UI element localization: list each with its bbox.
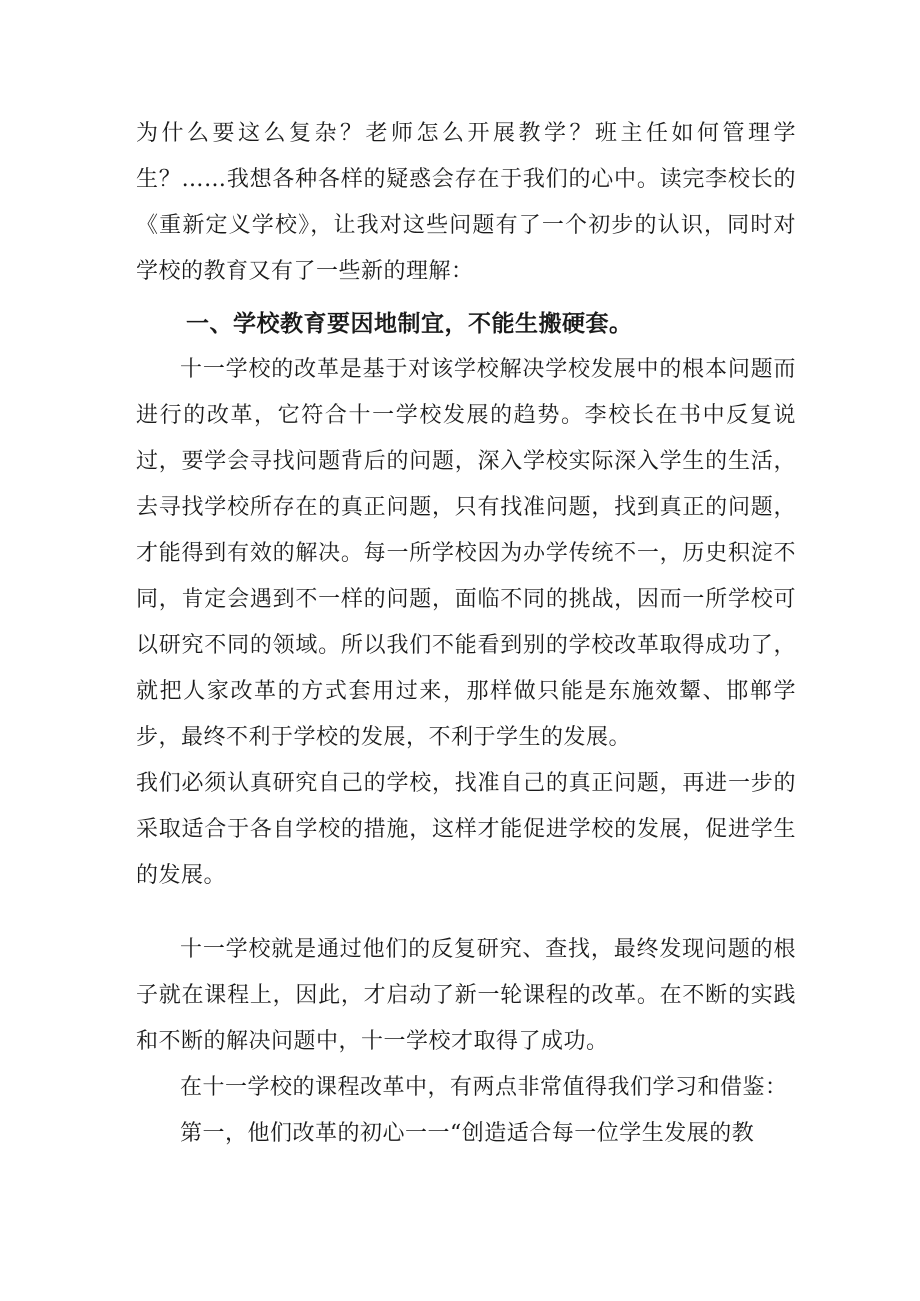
body-paragraph: 我们必须认真研究自己的学校，找准自己的真正问题，再进一步的采取适合于各自学校的措施，这样才能促进学校的发展，促进学生的发展。	[136, 771, 796, 888]
body-paragraph: 十一学校的改革是基于对该学校解决学校发展中的根本问题而进行的改革，它符合十一学校发展的趋势。李校长在书中反复说过，要学会寻找问题背后的问题，深入学校实际深入学生的生活，去寻找学校所存在的真正问题，只有找准问题，找到真正的问题，才能得到有效的解决。每一所学校因为办学传统不一，历史积淀不同，肯定会遇到不一样的问题，面临不同的挑战，因而一所学校可以研究不同的领域。所以我们不能看到别的学校改革取得成功了，就把人家改革的方式套用过来，那样做只能是东施效颦、邯郸学步，最终不利于学校的发展，不利于学生的发展。	[136, 357, 796, 750]
body-paragraph: 十一学校就是通过他们的反复研究、查找，最终发现问题的根子就在课程上，因此，才启动了新一轮课程的改革。在不断的实践和不断的解决问题中，十一学校才取得了成功。	[136, 937, 796, 1054]
body-block-3	[136, 1065, 796, 1157]
intro-block	[136, 111, 796, 295]
body-block-1	[136, 347, 796, 899]
body-paragraph: 第一，他们改革的初心一一“创造适合每一位学生发展的教	[180, 1121, 755, 1146]
section-heading: 一、学校教育要因地制宜，不能生搬硬套。	[186, 311, 633, 337]
body-block-2	[136, 927, 796, 1065]
body-paragraph: 在十一学校的课程改革中，有两点非常值得我们学习和借鉴：	[180, 1075, 788, 1100]
intro-paragraph: 为什么要这么复杂？老师怎么开展教学？班主任如何管理学生？……我想各种各样的疑惑会存在于我们的心中。读完李校长的《重新定义学校》，让我对这些问题有了一个初步的认识，同时对学校的教育又有了一些新的理解：	[136, 121, 796, 284]
